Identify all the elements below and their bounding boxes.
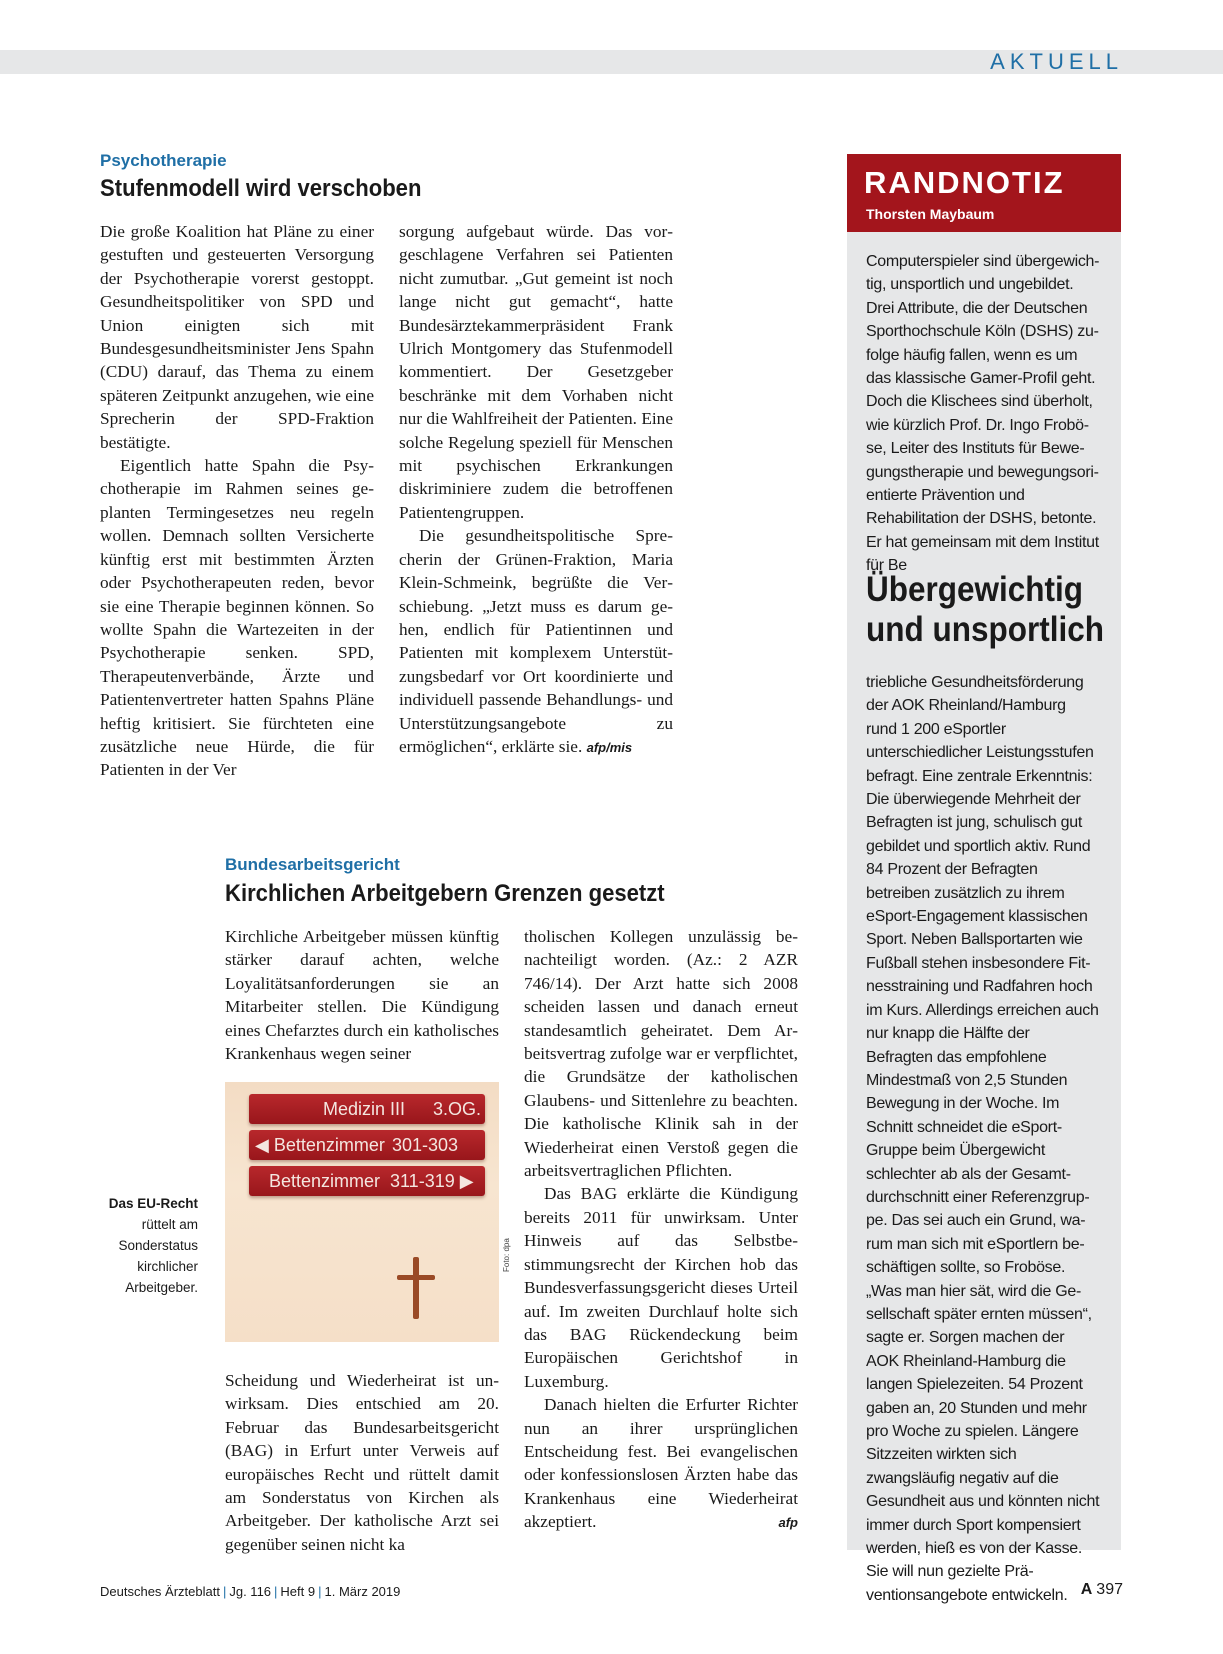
- photo-sign-text: ◀ Bettenzimmer: [255, 1135, 385, 1155]
- cross-icon: [413, 1257, 419, 1319]
- article1-signature: afp/mis: [586, 739, 633, 755]
- paragraph: triebliche Gesundheitsförderung der AOK Rheinland/Hamburg rund 1 200 eSportler unterschiedlicher Leistungsstufen befragt. Eine zentrale Erkenntnis: Die überwiegende Mehrheit der Befragten ist jung, schulisch gut gebildet und sportlich aktiv. Rund 84 Prozent der Befragten betreiben zusätzlich zu ihrem eSport-Engagement klassischen Sport. Neben Ballsportarten wie Fußball stehen insbesondere Fitnesstraining und Radfahren hoch im Kurs. Allerdings erreichen auch nur knapp die Hälfte der Befragten das empfohlene Mindestmaß von 2,5 Stunden Bewegung in der Woche. Im Schnitt schneidet die eSport-Gruppe beim Übergewicht schlechter ab als der Gesamtdurchschnitt einer Referenzgruppe. Das sei auch ein Grund, warum man sich mit eSportlern beschäftigen sollte, so Froböse. „Was man hier sät, wird die Gesellschaft später ernten müssen“, sagte er. Sorgen machen der AOK Rheinland-Hamburg die langen Spielezeiten. 54 Prozent gaben an, 20 Stunden und mehr pro Woche zu spielen. Längere Sitzzeiten wirkten sich zwangsläufig negativ auf die Gesundheit aus und könnten nicht immer durch Sport kompensiert werden, hieß es von der Kasse. Sie will nun gezielte Präventionsangebote entwickeln.: [866, 674, 1100, 1604]
- article1-kicker: Psychotherapie: [100, 151, 227, 170]
- article2-headline: Kirchlichen Arbeitgebern Grenzen gesetzt: [225, 880, 665, 907]
- paragraph-text: Die gesundheitspolitische Sprecherin der Grünen-Fraktion, Maria Klein-Schmeink, begrüßte die Verschiebung. „Jetzt muss es darum gehen, endlich für Patientinnen und Patienten mit komplexem Unterstützungsbedarf vor Ort koordinierte und individuell passende Behandlungs- und Unterstützungsangebote zu ermöglichen“, erklärte sie.: [399, 526, 673, 756]
- footer-issue: Heft 9: [280, 1584, 316, 1599]
- paragraph: Danach hielten die Erfurter Richter nun an ihrer ursprünglichen Entscheidung fest. Bei evangelischen oder konfessionslosen Ärzten habe das Krankenhaus eine Wiederheirat akzeptiert.: [524, 1395, 798, 1532]
- sidebar-headline-line: und unsportlich: [866, 610, 1104, 649]
- photo-sign: [249, 1166, 485, 1196]
- paragraph: sorgung aufgebaut würde. Das vorgeschlagene Verfahren sei Patienten nicht zumutbar. „Gut gemeint ist noch lange nicht gut gemacht“, hatte Bundesärztekammerpräsident Frank Ulrich Montgomery das Stufenmodell kommentiert. Der Gesetzgeber beschränke mit dem Vorhaben nicht nur die Wahlfreiheit der Patienten. Eine solche Regelung speziell für Menschen mit psychischen Erkrankungen diskriminiere zudem die betroffenen Patientengruppen.: [399, 222, 673, 522]
- article2-column-1-bottom: [225, 1369, 499, 1556]
- paragraph: tholischen Kollegen unzulässig benachteiligt worden. (Az.: 2 AZR 746/14). Der Arzt hatte sich 2008 scheiden lassen und danach erneut standesamtlich geheiratet. Dem Arbeitsvertrag zufolge war er verpflichtet, die Grundsätze der katholischen Glaubens- und Sittenlehre zu beachten. Die katholische Klinik sah in der Wiederheirat einen Verstoß gegen die arbeitsvertraglichen Pflichten.: [524, 927, 798, 1181]
- sidebar-text-top: [866, 250, 1100, 578]
- paragraph: Die große Koalition hat Pläne zu einer gestuften und gesteuerten Versorgung der Psychotherapie vorerst gestoppt. Gesundheitspolitiker von SPD und Union einigten sich mit Bundesgesundheitsminister Jens Spahn (CDU) darauf, das Thema zu einem späteren Zeitpunkt anzugehen, wie eine Sprecherin der SPD-Fraktion bestätigte.: [100, 222, 374, 452]
- article2-column-1-top: [225, 925, 499, 1065]
- footer-date: 1. März 2019: [324, 1584, 401, 1599]
- footer-journal: Deutsches Ärzteblatt: [100, 1584, 220, 1599]
- footer-volume: Jg. 116: [229, 1584, 272, 1599]
- cross-icon-bar: [397, 1275, 435, 1280]
- paragraph: Eigentlich hatte Spahn die Psychotherapie im Rahmen seines geplanten Termingesetzes neu regeln wollen. Demnach sollten Versicherte künftig erst mit bestimmten Ärzten oder Psychotherapeuten reden, bevor sie eine Therapie beginnen können. So wollte Spahn die Wartezeiten in der Psychotherapie senken. SPD, Therapeutenverbände, Ärzte und Patientenvertreter hatten Spahns Pläne heftig kritisiert. Sie fürchteten eine zusätzliche neue Hürde, die für Patienten in der Ver: [100, 456, 374, 780]
- section-label: AKTUELL: [990, 49, 1123, 74]
- article-photo: [225, 1082, 499, 1342]
- article1-column-1: [100, 220, 374, 782]
- sidebar-headline-line: Übergewichtig: [866, 570, 1084, 609]
- footer-separator: |: [222, 1584, 227, 1599]
- caption-text: rüttelt am Sonderstatus kirchlicher Arbeitgeber.: [118, 1217, 198, 1295]
- sidebar-headline: [866, 570, 1104, 650]
- randnotiz-author: Thorsten Maybaum: [866, 206, 995, 222]
- page-prefix: A: [1080, 1581, 1093, 1598]
- photo-sign-text: 301-303: [392, 1135, 459, 1155]
- footer: [100, 1584, 400, 1599]
- article2-signature: afp: [778, 1514, 798, 1530]
- footer-separator: |: [274, 1584, 278, 1599]
- paragraph: Kirchliche Arbeitgeber müssen künftig stärker darauf achten, welche Loyalitätsanforderungen sie an Mitarbeiter stellen. Die Kündigung eines Chefarztes durch ein katholisches Krankenhaus wegen seiner: [225, 927, 499, 1064]
- article2-kicker: Bundesarbeitsgericht: [225, 855, 400, 874]
- photo-sign: [249, 1130, 485, 1160]
- paragraph: [399, 524, 673, 759]
- paragraph: Das BAG erklärte die Kündigung bereits 2011 für unwirksam. Unter Hinweis auf das Selbstbestimmungsrecht der Kirchen hob das Bundesverfassungsgericht dieses Urteil auf. Im zweiten Durchlauf holte sich das BAG Rückendeckung beim Europäischen Gerichtshof in Luxemburg.: [524, 1184, 798, 1391]
- footer-separator: |: [318, 1584, 322, 1599]
- paragraph: Scheidung und Wiederheirat ist unwirksam. Dies entschied am 20. Februar das Bundesarbeitsgericht (BAG) in Erfurt unter Verweis auf europäisches Recht und rüttelt damit am Sonderstatus von Kirchen als Arbeitgeber. Der katholische Arzt sei gegenüber seinen nicht ka: [225, 1371, 499, 1554]
- photo-sign-text: Medizin III: [323, 1099, 406, 1119]
- photo-credit: Foto: dpa: [502, 1238, 511, 1272]
- sidebar-text-bottom: [866, 671, 1100, 1607]
- photo-sign-text: 3.OG.: [433, 1099, 482, 1119]
- photo-caption: [80, 1193, 198, 1298]
- randnotiz-label: RANDNOTIZ: [864, 165, 1065, 200]
- article1-column-2: [399, 220, 673, 759]
- page-number: [1081, 1581, 1123, 1599]
- article2-column-2: [524, 925, 798, 1534]
- photo-sign-text: 311-319 ▶: [390, 1171, 474, 1191]
- article1-headline: Stufenmodell wird verschoben: [100, 175, 422, 202]
- caption-bold: Das EU-Recht: [108, 1196, 198, 1211]
- page-number-value: 397: [1096, 1581, 1123, 1598]
- paragraph: Computerspieler sind übergewichtig, unsportlich und ungebildet. Drei Attribute, die der Deutschen Sporthochschule Köln (DSHS) zufolge häufig fallen, wenn es um das klassische Gamer-Profil geht. Doch die Klischees sind überholt, wie kürzlich Prof. Dr. Ingo Froböse, Leiter des Instituts für Bewegungstherapie und bewegungsorientierte Prävention und Rehabilitation der DSHS, betonte. Er hat gemeinsam mit dem Institut für Be: [866, 253, 1100, 575]
- photo-sign-text: Bettenzimmer: [269, 1171, 381, 1191]
- photo-sign: [249, 1094, 485, 1124]
